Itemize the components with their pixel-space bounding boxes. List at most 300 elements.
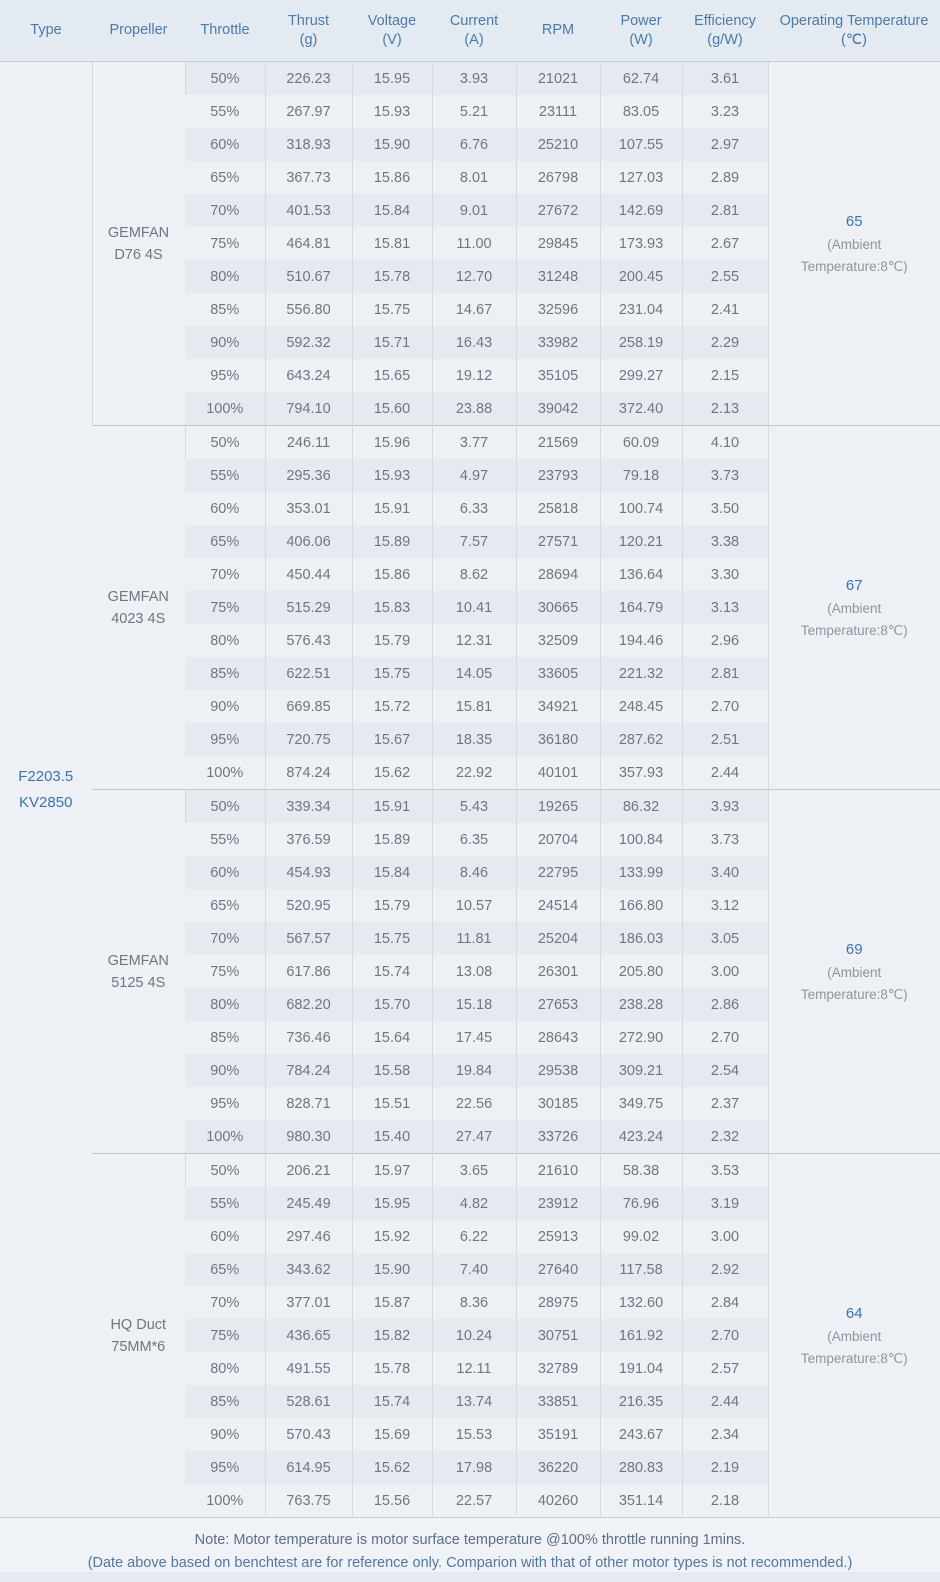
- current-cell: 14.67: [432, 293, 516, 326]
- efficiency-cell: 3.19: [682, 1187, 768, 1220]
- throttle-cell: 75%: [185, 591, 265, 624]
- bottom-band: [0, 1572, 940, 1582]
- rpm-cell: 32509: [516, 624, 600, 657]
- propeller-cell: [92, 790, 185, 1154]
- current-cell: 27.47: [432, 1120, 516, 1154]
- voltage-cell: 15.95: [352, 62, 432, 96]
- note-line-2: (Date above based on benchtest are for reference only. Comparion with that of other motor types is not recommended.): [87, 1555, 853, 1571]
- power-cell: 83.05: [600, 95, 682, 128]
- rpm-cell: 39042: [516, 392, 600, 426]
- rpm-cell: 23111: [516, 95, 600, 128]
- rpm-cell: 20704: [516, 823, 600, 856]
- voltage-cell: 15.96: [352, 426, 432, 460]
- current-cell: 17.45: [432, 1021, 516, 1054]
- current-cell: 4.97: [432, 459, 516, 492]
- voltage-cell: 15.90: [352, 1253, 432, 1286]
- thrust-cell: 720.75: [265, 723, 352, 756]
- power-cell: 258.19: [600, 326, 682, 359]
- power-cell: 272.90: [600, 1021, 682, 1054]
- efficiency-cell: 2.19: [682, 1451, 768, 1484]
- current-cell: 19.84: [432, 1054, 516, 1087]
- voltage-cell: 15.81: [352, 227, 432, 260]
- voltage-cell: 15.86: [352, 161, 432, 194]
- rpm-cell: 27640: [516, 1253, 600, 1286]
- rpm-cell: 30751: [516, 1319, 600, 1352]
- current-cell: 22.57: [432, 1484, 516, 1518]
- power-cell: 132.60: [600, 1286, 682, 1319]
- efficiency-cell: 2.92: [682, 1253, 768, 1286]
- throttle-cell: 70%: [185, 922, 265, 955]
- current-cell: 15.18: [432, 988, 516, 1021]
- power-cell: 280.83: [600, 1451, 682, 1484]
- voltage-cell: 15.86: [352, 558, 432, 591]
- current-cell: 11.00: [432, 227, 516, 260]
- rpm-cell: 23912: [516, 1187, 600, 1220]
- propeller-name-line: GEMFAN: [107, 952, 169, 969]
- current-cell: 6.33: [432, 492, 516, 525]
- thrust-cell: 576.43: [265, 624, 352, 657]
- efficiency-cell: 3.12: [682, 889, 768, 922]
- efficiency-cell: 3.00: [682, 1220, 768, 1253]
- col-header-throttle: Throttle: [185, 0, 265, 62]
- efficiency-cell: 3.13: [682, 591, 768, 624]
- rpm-cell: 19265: [516, 790, 600, 824]
- throttle-cell: 70%: [185, 194, 265, 227]
- rpm-cell: 25204: [516, 922, 600, 955]
- efficiency-cell: 2.84: [682, 1286, 768, 1319]
- current-cell: 5.43: [432, 790, 516, 824]
- temperature-value: 67: [845, 576, 863, 594]
- voltage-cell: 15.79: [352, 889, 432, 922]
- efficiency-cell: 3.50: [682, 492, 768, 525]
- power-cell: 216.35: [600, 1385, 682, 1418]
- current-cell: 9.01: [432, 194, 516, 227]
- rpm-cell: 29845: [516, 227, 600, 260]
- efficiency-cell: 2.67: [682, 227, 768, 260]
- thrust-cell: 874.24: [265, 756, 352, 790]
- efficiency-cell: 2.96: [682, 624, 768, 657]
- current-cell: 18.35: [432, 723, 516, 756]
- thrust-cell: 295.36: [265, 459, 352, 492]
- power-cell: 60.09: [600, 426, 682, 460]
- power-cell: 107.55: [600, 128, 682, 161]
- efficiency-cell: 2.32: [682, 1120, 768, 1154]
- table-row: [0, 426, 940, 460]
- rpm-cell: 30665: [516, 591, 600, 624]
- throttle-cell: 50%: [185, 426, 265, 460]
- rpm-cell: 33726: [516, 1120, 600, 1154]
- voltage-cell: 15.89: [352, 823, 432, 856]
- thrust-cell: 226.23: [265, 62, 352, 96]
- current-cell: 16.43: [432, 326, 516, 359]
- thrust-cell: 401.53: [265, 194, 352, 227]
- temperature-value: 69: [845, 940, 863, 958]
- efficiency-cell: 2.44: [682, 756, 768, 790]
- efficiency-cell: 3.30: [682, 558, 768, 591]
- throttle-cell: 55%: [185, 823, 265, 856]
- rpm-cell: 31248: [516, 260, 600, 293]
- efficiency-cell: 2.15: [682, 359, 768, 392]
- throttle-cell: 100%: [185, 1484, 265, 1518]
- rpm-cell: 28643: [516, 1021, 600, 1054]
- voltage-cell: 15.90: [352, 128, 432, 161]
- power-cell: 191.04: [600, 1352, 682, 1385]
- voltage-cell: 15.83: [352, 591, 432, 624]
- power-cell: 161.92: [600, 1319, 682, 1352]
- voltage-cell: 15.75: [352, 293, 432, 326]
- rpm-cell: 32789: [516, 1352, 600, 1385]
- power-cell: 99.02: [600, 1220, 682, 1253]
- thrust-cell: 464.81: [265, 227, 352, 260]
- voltage-cell: 15.56: [352, 1484, 432, 1518]
- power-cell: 173.93: [600, 227, 682, 260]
- rpm-cell: 21610: [516, 1154, 600, 1188]
- thrust-cell: 528.61: [265, 1385, 352, 1418]
- power-cell: 351.14: [600, 1484, 682, 1518]
- thrust-cell: 682.20: [265, 988, 352, 1021]
- voltage-cell: 15.84: [352, 194, 432, 227]
- thrust-cell: 339.34: [265, 790, 352, 824]
- power-cell: 76.96: [600, 1187, 682, 1220]
- power-cell: 58.38: [600, 1154, 682, 1188]
- power-cell: 164.79: [600, 591, 682, 624]
- propeller-name-line: 4023 4S: [111, 610, 166, 627]
- power-cell: 299.27: [600, 359, 682, 392]
- propeller-name-line: 5125 4S: [111, 974, 166, 991]
- power-cell: 194.46: [600, 624, 682, 657]
- power-cell: 243.67: [600, 1418, 682, 1451]
- rpm-cell: 33982: [516, 326, 600, 359]
- efficiency-cell: 2.70: [682, 1319, 768, 1352]
- efficiency-cell: 2.18: [682, 1484, 768, 1518]
- throttle-cell: 50%: [185, 1154, 265, 1188]
- power-cell: 133.99: [600, 856, 682, 889]
- efficiency-cell: 3.73: [682, 459, 768, 492]
- col-header-type: Type: [0, 0, 92, 62]
- rpm-cell: 32596: [516, 293, 600, 326]
- efficiency-cell: 3.93: [682, 790, 768, 824]
- throttle-cell: 75%: [185, 955, 265, 988]
- thrust-cell: 669.85: [265, 690, 352, 723]
- voltage-cell: 15.87: [352, 1286, 432, 1319]
- thrust-cell: 367.73: [265, 161, 352, 194]
- propeller-cell: [92, 1154, 185, 1518]
- motor-type-line: KV2850: [19, 793, 73, 811]
- throttle-cell: 60%: [185, 1220, 265, 1253]
- voltage-cell: 15.60: [352, 392, 432, 426]
- voltage-cell: 15.71: [352, 326, 432, 359]
- efficiency-cell: 2.81: [682, 657, 768, 690]
- power-cell: 200.45: [600, 260, 682, 293]
- efficiency-cell: 2.29: [682, 326, 768, 359]
- footer-notes: [0, 1518, 940, 1575]
- rpm-cell: 21021: [516, 62, 600, 96]
- power-cell: 221.32: [600, 657, 682, 690]
- current-cell: 4.82: [432, 1187, 516, 1220]
- current-cell: 5.21: [432, 95, 516, 128]
- current-cell: 6.76: [432, 128, 516, 161]
- efficiency-cell: 2.13: [682, 392, 768, 426]
- thrust-cell: 318.93: [265, 128, 352, 161]
- current-cell: 10.41: [432, 591, 516, 624]
- table-header: [0, 0, 940, 62]
- current-cell: 8.46: [432, 856, 516, 889]
- rpm-cell: 26798: [516, 161, 600, 194]
- power-cell: 349.75: [600, 1087, 682, 1120]
- col-header-efficiency: Efficiency (g/W): [682, 0, 768, 62]
- power-cell: 238.28: [600, 988, 682, 1021]
- thrust-cell: 736.46: [265, 1021, 352, 1054]
- thrust-cell: 980.30: [265, 1120, 352, 1154]
- voltage-cell: 15.84: [352, 856, 432, 889]
- throttle-cell: 90%: [185, 326, 265, 359]
- ambient-temperature-line: Temperature:8℃): [800, 986, 908, 1002]
- thrust-cell: 567.57: [265, 922, 352, 955]
- voltage-cell: 15.97: [352, 1154, 432, 1188]
- propeller-name-line: GEMFAN: [107, 588, 169, 605]
- efficiency-cell: 2.37: [682, 1087, 768, 1120]
- rpm-cell: 34921: [516, 690, 600, 723]
- voltage-cell: 15.67: [352, 723, 432, 756]
- col-header-rpm: RPM: [516, 0, 600, 62]
- rpm-cell: 36220: [516, 1451, 600, 1484]
- throttle-cell: 65%: [185, 1253, 265, 1286]
- rpm-cell: 22795: [516, 856, 600, 889]
- efficiency-cell: 3.53: [682, 1154, 768, 1188]
- motor-type-line: F2203.5: [18, 767, 74, 785]
- thrust-cell: 556.80: [265, 293, 352, 326]
- power-cell: 372.40: [600, 392, 682, 426]
- propeller-name-line: HQ Duct: [110, 1316, 167, 1333]
- power-cell: 287.62: [600, 723, 682, 756]
- throttle-cell: 95%: [185, 1087, 265, 1120]
- voltage-cell: 15.74: [352, 955, 432, 988]
- table-row: [0, 62, 940, 96]
- throttle-cell: 90%: [185, 1054, 265, 1087]
- rpm-cell: 27653: [516, 988, 600, 1021]
- voltage-cell: 15.40: [352, 1120, 432, 1154]
- current-cell: 3.77: [432, 426, 516, 460]
- voltage-cell: 15.89: [352, 525, 432, 558]
- operating-temperature-cell: [768, 62, 940, 426]
- efficiency-cell: 2.81: [682, 194, 768, 227]
- thrust-cell: 592.32: [265, 326, 352, 359]
- power-cell: 120.21: [600, 525, 682, 558]
- voltage-cell: 15.93: [352, 95, 432, 128]
- thrust-cell: 515.29: [265, 591, 352, 624]
- efficiency-cell: 3.40: [682, 856, 768, 889]
- rpm-cell: 25913: [516, 1220, 600, 1253]
- ambient-temperature-line: Temperature:8℃): [800, 622, 908, 638]
- rpm-cell: 33851: [516, 1385, 600, 1418]
- rpm-cell: 29538: [516, 1054, 600, 1087]
- ambient-temperature-line: (Ambient: [827, 964, 882, 980]
- thrust-cell: 763.75: [265, 1484, 352, 1518]
- thrust-cell: 377.01: [265, 1286, 352, 1319]
- throttle-cell: 100%: [185, 756, 265, 790]
- propeller-cell: [92, 62, 185, 426]
- thrust-cell: 245.49: [265, 1187, 352, 1220]
- throttle-cell: 85%: [185, 1021, 265, 1054]
- current-cell: 23.88: [432, 392, 516, 426]
- operating-temperature-cell: [768, 790, 940, 1154]
- col-header-propeller: Propeller: [92, 0, 185, 62]
- thrust-cell: 450.44: [265, 558, 352, 591]
- propeller-name-line: GEMFAN: [107, 224, 170, 241]
- efficiency-cell: 2.97: [682, 128, 768, 161]
- throttle-cell: 80%: [185, 624, 265, 657]
- voltage-cell: 15.74: [352, 1385, 432, 1418]
- efficiency-cell: 3.00: [682, 955, 768, 988]
- voltage-cell: 15.75: [352, 657, 432, 690]
- thrust-cell: 436.65: [265, 1319, 352, 1352]
- ambient-temperature-line: (Ambient: [827, 236, 882, 252]
- note-line-1: Note: Motor temperature is motor surface temperature @100% throttle running 1mins.: [194, 1532, 746, 1548]
- throttle-cell: 55%: [185, 1187, 265, 1220]
- power-cell: 100.74: [600, 492, 682, 525]
- voltage-cell: 15.82: [352, 1319, 432, 1352]
- thrust-cell: 454.93: [265, 856, 352, 889]
- throttle-cell: 60%: [185, 128, 265, 161]
- current-cell: 12.70: [432, 260, 516, 293]
- power-cell: 127.03: [600, 161, 682, 194]
- power-cell: 136.64: [600, 558, 682, 591]
- thrust-cell: 343.62: [265, 1253, 352, 1286]
- current-cell: 8.36: [432, 1286, 516, 1319]
- current-cell: 14.05: [432, 657, 516, 690]
- throttle-cell: 65%: [185, 889, 265, 922]
- thrust-cell: 491.55: [265, 1352, 352, 1385]
- voltage-cell: 15.93: [352, 459, 432, 492]
- power-cell: 100.84: [600, 823, 682, 856]
- rpm-cell: 25210: [516, 128, 600, 161]
- efficiency-cell: 3.23: [682, 95, 768, 128]
- efficiency-cell: 4.10: [682, 426, 768, 460]
- power-cell: 166.80: [600, 889, 682, 922]
- rpm-cell: 36180: [516, 723, 600, 756]
- rpm-cell: 26301: [516, 955, 600, 988]
- voltage-cell: 15.69: [352, 1418, 432, 1451]
- throttle-cell: 50%: [185, 790, 265, 824]
- voltage-cell: 15.62: [352, 756, 432, 790]
- power-cell: 142.69: [600, 194, 682, 227]
- voltage-cell: 15.64: [352, 1021, 432, 1054]
- thrust-cell: 510.67: [265, 260, 352, 293]
- throttle-cell: 50%: [185, 62, 265, 96]
- thrust-cell: 643.24: [265, 359, 352, 392]
- rpm-cell: 35105: [516, 359, 600, 392]
- current-cell: 19.12: [432, 359, 516, 392]
- current-cell: 7.57: [432, 525, 516, 558]
- current-cell: 12.31: [432, 624, 516, 657]
- throttle-cell: 65%: [185, 525, 265, 558]
- current-cell: 17.98: [432, 1451, 516, 1484]
- throttle-cell: 90%: [185, 690, 265, 723]
- rpm-cell: 28694: [516, 558, 600, 591]
- throttle-cell: 80%: [185, 988, 265, 1021]
- voltage-cell: 15.78: [352, 1352, 432, 1385]
- throttle-cell: 85%: [185, 1385, 265, 1418]
- current-cell: 3.93: [432, 62, 516, 96]
- current-cell: 11.81: [432, 922, 516, 955]
- thrust-cell: 297.46: [265, 1220, 352, 1253]
- col-header-current: Current (A): [432, 0, 516, 62]
- rpm-cell: 35191: [516, 1418, 600, 1451]
- power-cell: 423.24: [600, 1120, 682, 1154]
- voltage-cell: 15.95: [352, 1187, 432, 1220]
- efficiency-cell: 2.86: [682, 988, 768, 1021]
- operating-temperature-cell: [768, 426, 940, 790]
- efficiency-cell: 2.51: [682, 723, 768, 756]
- efficiency-cell: 2.55: [682, 260, 768, 293]
- rpm-cell: 27571: [516, 525, 600, 558]
- current-cell: 12.11: [432, 1352, 516, 1385]
- current-cell: 6.22: [432, 1220, 516, 1253]
- voltage-cell: 15.72: [352, 690, 432, 723]
- efficiency-cell: 3.05: [682, 922, 768, 955]
- power-cell: 62.74: [600, 62, 682, 96]
- throttle-cell: 85%: [185, 657, 265, 690]
- rpm-cell: 25818: [516, 492, 600, 525]
- ambient-temperature-line: Temperature:8℃): [800, 1350, 908, 1366]
- throttle-cell: 90%: [185, 1418, 265, 1451]
- throttle-cell: 95%: [185, 723, 265, 756]
- throttle-cell: 65%: [185, 161, 265, 194]
- power-cell: 79.18: [600, 459, 682, 492]
- current-cell: 7.40: [432, 1253, 516, 1286]
- rpm-cell: 23793: [516, 459, 600, 492]
- ambient-temperature-line: (Ambient: [827, 600, 882, 616]
- efficiency-cell: 3.38: [682, 525, 768, 558]
- table-row: [0, 1154, 940, 1188]
- throttle-cell: 80%: [185, 1352, 265, 1385]
- thrust-cell: 267.97: [265, 95, 352, 128]
- voltage-cell: 15.91: [352, 492, 432, 525]
- current-cell: 8.62: [432, 558, 516, 591]
- efficiency-cell: 3.61: [682, 62, 768, 96]
- voltage-cell: 15.78: [352, 260, 432, 293]
- throttle-cell: 70%: [185, 1286, 265, 1319]
- voltage-cell: 15.62: [352, 1451, 432, 1484]
- current-cell: 15.53: [432, 1418, 516, 1451]
- throttle-cell: 85%: [185, 293, 265, 326]
- power-cell: 231.04: [600, 293, 682, 326]
- col-header-voltage: Voltage (V): [352, 0, 432, 62]
- thrust-cell: 622.51: [265, 657, 352, 690]
- efficiency-cell: 2.70: [682, 1021, 768, 1054]
- voltage-cell: 15.92: [352, 1220, 432, 1253]
- rpm-cell: 40101: [516, 756, 600, 790]
- efficiency-cell: 2.89: [682, 161, 768, 194]
- thrust-cell: 353.01: [265, 492, 352, 525]
- propeller-cell: [92, 426, 185, 790]
- throttle-cell: 60%: [185, 492, 265, 525]
- table-row: [0, 790, 940, 824]
- ambient-temperature-line: (Ambient: [827, 1328, 882, 1344]
- thrust-cell: 784.24: [265, 1054, 352, 1087]
- rpm-cell: 27672: [516, 194, 600, 227]
- ambient-temperature-line: Temperature:8℃): [800, 258, 908, 274]
- efficiency-cell: 2.54: [682, 1054, 768, 1087]
- rpm-cell: 30185: [516, 1087, 600, 1120]
- motor-type-cell: [0, 62, 92, 1518]
- thrust-cell: 376.59: [265, 823, 352, 856]
- throttle-cell: 80%: [185, 260, 265, 293]
- col-header-thrust: Thrust (g): [265, 0, 352, 62]
- voltage-cell: 15.70: [352, 988, 432, 1021]
- temperature-value: 64: [845, 1304, 863, 1322]
- rpm-cell: 40260: [516, 1484, 600, 1518]
